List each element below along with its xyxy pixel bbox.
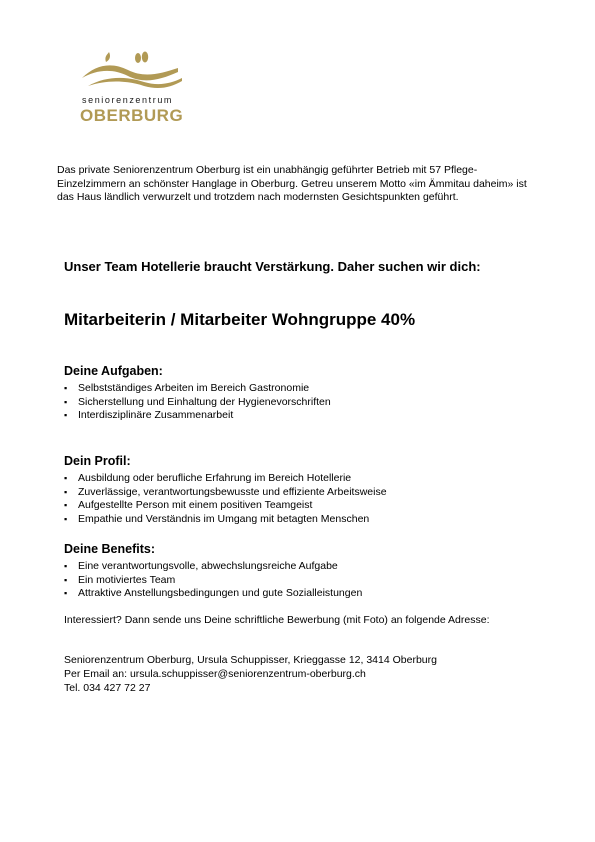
bullet-icon: ▪: [64, 513, 68, 524]
bullet-icon: ▪: [64, 473, 68, 483]
bullet-icon: ▪: [64, 486, 68, 497]
profile-list: [64, 472, 534, 526]
section-title: Deine Aufgaben:: [64, 364, 163, 378]
list-item: [64, 472, 534, 486]
benefits-list: [64, 560, 534, 601]
contact-block: [64, 653, 534, 695]
bullet-icon: ▪: [64, 383, 68, 393]
list-item-text: Ausbildung oder berufliche Erfahrung im Bereich Hotellerie: [78, 472, 352, 484]
list-item: [64, 574, 534, 588]
list-item-text: Interdisziplinäre Zusammenarbeit: [78, 409, 234, 421]
section-title: Deine Benefits:: [64, 542, 155, 556]
list-item: [64, 499, 534, 513]
list-item-text: Empathie und Verständnis im Umgang mit betagten Menschen: [78, 512, 370, 525]
bullet-icon: ▪: [64, 574, 68, 585]
list-item-text: Sicherstellung und Einhaltung der Hygienevorschriften: [78, 395, 331, 408]
list-item-text: Eine verantwortungsvolle, abwechslungsreiche Aufgabe: [78, 560, 338, 572]
section-tasks: [64, 364, 534, 423]
list-item-text: Ein motiviertes Team: [78, 573, 176, 586]
contact-address: Seniorenzentrum Oberburg, Ursula Schuppisser, Krieggasse 12, 3414 Oberburg: [64, 654, 437, 666]
list-item: [64, 486, 534, 500]
hills-logo-icon: [78, 48, 188, 98]
intro-paragraph: Das private Seniorenzentrum Oberburg ist ein unabhängig geführter Betrieb mit 57 Pflege-Einzelzimmern an schönster Hanglage in Oberburg. Getreu unserem Motto «im Ämmitau daheim» ist das Haus ländlich verwurzelt und trotzdem nach modernsten Gesichtspunkten geführt.: [57, 164, 527, 203]
brand-logo: [78, 48, 188, 128]
section-profile: [64, 454, 534, 526]
team-headline: Unser Team Hotellerie braucht Verstärkung. Daher suchen wir dich:: [64, 259, 481, 274]
task-list: [64, 382, 534, 423]
brand-subtitle: seniorenzentrum: [82, 95, 174, 105]
bullet-icon: ▪: [64, 410, 68, 420]
section-title: Dein Profil:: [64, 454, 131, 468]
list-item: [64, 513, 534, 527]
list-item: [64, 396, 534, 410]
contact-phone: Tel. 034 427 72 27: [64, 682, 151, 694]
job-title: Mitarbeiterin / Mitarbeiter Wohngruppe 40%: [64, 310, 416, 329]
bullet-icon: ▪: [64, 561, 68, 571]
bullet-icon: ▪: [64, 588, 68, 598]
list-item: [64, 382, 534, 396]
bullet-icon: ▪: [64, 500, 68, 510]
contact-email[interactable]: Per Email an: ursula.schuppisser@seniorenzentrum-oberburg.ch: [64, 668, 366, 680]
brand-name: OBERBURG: [80, 106, 184, 125]
list-item-text: Attraktive Anstellungsbedingungen und gute Sozialleistungen: [78, 587, 363, 599]
list-item: [64, 409, 534, 423]
list-item-text: Selbstständiges Arbeiten im Bereich Gastronomie: [78, 382, 310, 394]
list-item: [64, 587, 534, 601]
section-benefits: [64, 542, 534, 601]
list-item-text: Aufgestellte Person mit einem positiven Teamgeist: [78, 499, 313, 511]
list-item-text: Zuverlässige, verantwortungsbewusste und effiziente Arbeitsweise: [78, 485, 387, 498]
bullet-icon: ▪: [64, 396, 68, 407]
call-to-action: Interessiert? Dann sende uns Deine schriftliche Bewerbung (mit Foto) an folgende Adresse:: [64, 614, 490, 626]
list-item: [64, 560, 534, 574]
